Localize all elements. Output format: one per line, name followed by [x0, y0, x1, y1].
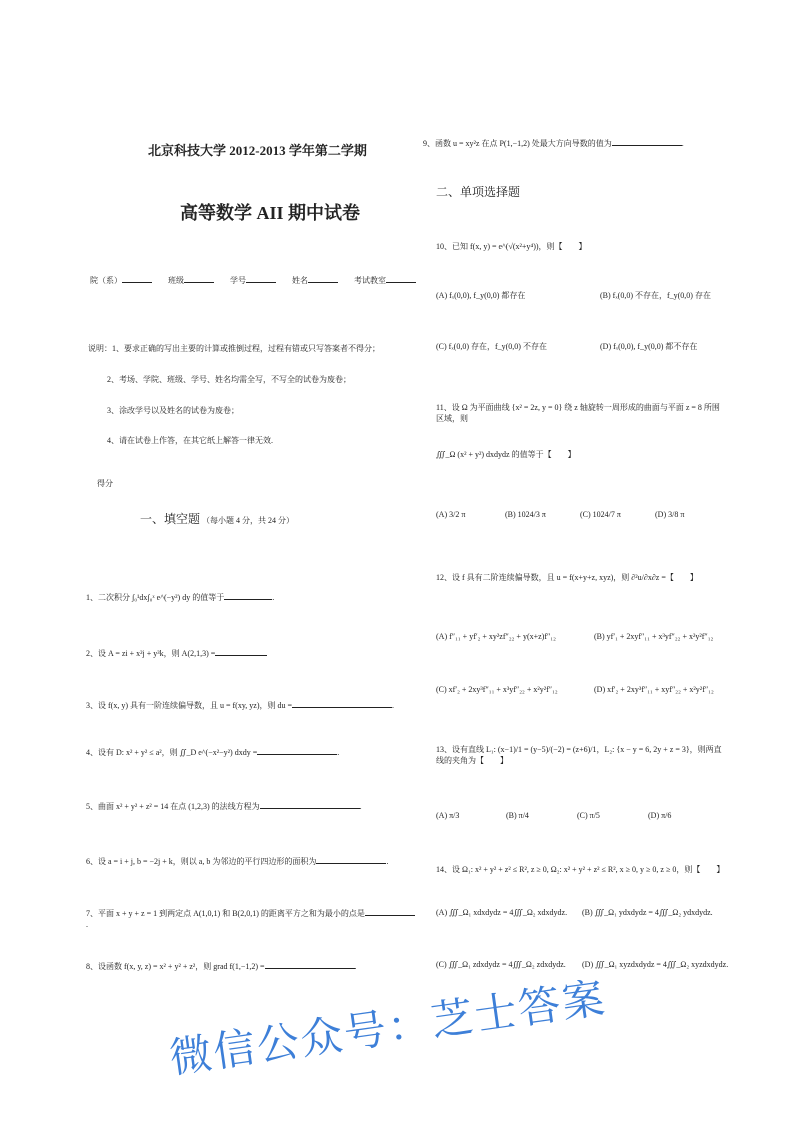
- question-text: 2、设 A = zi + x²j + y³k，则 A(2,1,3) =: [86, 649, 216, 658]
- instruction-1: [88, 343, 418, 354]
- option-12d[interactable]: (D) xf′₂ + 2xy³f″₁₁ + xyf″₂₂ + x²y²f″₁₂: [594, 685, 714, 694]
- section1-title: 一、填空题: [140, 512, 201, 526]
- option-11a[interactable]: (A) 3/2 π: [436, 510, 466, 519]
- section1-note: （每小题 4 分，共 24 分）: [202, 516, 295, 525]
- exam-title: 高等数学 AII 期中试卷: [180, 203, 361, 223]
- score-label: 得分: [97, 479, 113, 488]
- question-text: 5、曲面 x² + y² + z² = 14 在点 (1,2,3) 的法线方程为: [86, 802, 260, 811]
- section1-heading: [140, 512, 410, 527]
- instruction-2: 2、考场、学院、班级、学号、姓名均需全写，不写全的试卷为废卷；: [107, 375, 351, 384]
- section2-title: 二、单项选择题: [436, 185, 521, 199]
- question-7: 7、平面 x + y + z = 1 到两定点 A(1,0,1) 和 B(2,0,1) 的距离平方之和为最小的点是.: [86, 906, 416, 930]
- option-14d[interactable]: (D) ∭_Ω₁ xyzdxdydz = 4∭_Ω₂ xyzdxdydz.: [582, 960, 729, 969]
- question-9: 9、函数 u = xy²z 在点 P(1,−1,2) 处最大方向导数的值为 .: [423, 136, 723, 149]
- answer-blank[interactable]: [215, 646, 267, 656]
- option-14a[interactable]: (A) ∭_Ω₁ xdxdydz = 4∭_Ω₂ xdxdydz.: [436, 908, 568, 917]
- option-13d[interactable]: (D) π/6: [648, 811, 672, 820]
- field-room: 考试教室: [354, 276, 386, 285]
- option-11d[interactable]: (D) 3/8 π: [655, 510, 685, 519]
- question-11-integral: ∭_Ω (x² + y²) dxdydz 的值等于【 】: [436, 450, 576, 459]
- option-12b[interactable]: (B) yf′₁ + 2xyf″₁₁ + x³yf″₂₂ + x²y²f″₁₂: [594, 632, 714, 641]
- option-14c[interactable]: (C) ∭_Ω₁ zdxdydz = 4∭_Ω₂ zdxdydz.: [436, 960, 566, 969]
- option-10a[interactable]: (A) fₓ(0,0), f_y(0,0) 都存在: [436, 291, 526, 300]
- answer-blank[interactable]: [292, 698, 392, 708]
- class-blank[interactable]: [184, 273, 214, 283]
- question-text: 8、设函数 f(x, y, z) = x² + y² + z²，则 grad f(1,−1,2) =: [86, 962, 265, 971]
- instructions-label: 说明：: [88, 344, 112, 353]
- option-11b[interactable]: (B) 1024/3 π: [505, 510, 546, 519]
- option-10d[interactable]: (D) fₓ(0,0), f_y(0,0) 都不存在: [600, 342, 698, 351]
- answer-blank[interactable]: [612, 136, 682, 146]
- option-14b[interactable]: (B) ∭_Ω₁ ydxdydz = 4∭_Ω₂ ydxdydz.: [582, 908, 713, 917]
- option-12c[interactable]: (C) xf′₂ + 2xy³f″₁₁ + x³yf″₂₂ + x²y²f″₁₂: [436, 685, 558, 694]
- question-5: 5、曲面 x² + y² + z² = 14 在点 (1,2,3) 的法线方程为 .: [86, 799, 416, 812]
- instruction-4: 4、请在试卷上作答，在其它纸上解答一律无效.: [107, 436, 273, 445]
- field-class: 班级: [168, 276, 184, 285]
- option-13a[interactable]: (A) π/3: [436, 811, 460, 820]
- option-12a[interactable]: (A) f″₁₁ + yf′₂ + xy²zf″₂₂ + y(x+z)f″₁₂: [436, 632, 556, 641]
- question-3: 3、设 f(x, y) 具有一阶连续偏导数，且 u = f(xy, yz)，则 du = .: [86, 698, 416, 711]
- department-blank[interactable]: [122, 273, 152, 283]
- option-10c[interactable]: (C) fₓ(0,0) 存在，f_y(0,0) 不存在: [436, 342, 547, 351]
- room-blank[interactable]: [386, 273, 416, 283]
- question-1: 1、二次积分 ∫₀¹dx∫₀ˣ e^(−y²) dy 的值等于 .: [86, 590, 416, 603]
- question-text: 3、设 f(x, y) 具有一阶连续偏导数，且 u = f(xy, yz)，则 du =: [86, 701, 293, 710]
- watermark: 微信公众号：芝士答案: [166, 973, 610, 1083]
- question-text: 1、二次积分 ∫₀¹dx∫₀ˣ e^(−y²) dy 的值等于: [86, 593, 225, 602]
- option-10b[interactable]: (B) fₓ(0,0) 不存在，f_y(0,0) 存在: [600, 291, 711, 300]
- field-student-id: 学号: [230, 276, 246, 285]
- answer-blank[interactable]: [260, 799, 360, 809]
- university-title: 北京科技大学 2012-2013 学年第二学期: [148, 143, 367, 158]
- question-8: 8、设函数 f(x, y, z) = x² + y² + z²，则 grad f(1,−1,2) = .: [86, 959, 416, 972]
- question-13: 13、设有直线 L₁: (x−1)/1 = (y−5)/(−2) = (z+6)/1，L₂: {x − y = 6, 2y + z = 3}，则两直线的夹角为【 】: [436, 745, 722, 765]
- question-text: 9、函数 u = xy²z 在点 P(1,−1,2) 处最大方向导数的值为: [423, 139, 612, 148]
- question-text: 4、设有 D: x² + y² ≤ a²，则 ∬_D e^(−x²−y²) dxdy =: [86, 748, 258, 757]
- field-name: 姓名: [292, 276, 308, 285]
- question-11: 11、设 Ω 为平面曲线 {x² = 2z, y = 0} 绕 z 轴旋转一周形成的曲面与平面 z = 8 所围区域，则: [436, 403, 720, 423]
- question-14: 14、设 Ω₁: x² + y² + z² ≤ R², z ≥ 0, Ω₂: x² + y² + z² ≤ R², x ≥ 0, y ≥ 0, z ≥ 0，则【 】: [436, 865, 725, 874]
- question-2: [86, 646, 416, 659]
- question-10: 10、已知 f(x, y) = e^(√(x²+y⁴))，则【 】: [436, 242, 587, 251]
- answer-blank[interactable]: [365, 906, 415, 916]
- name-blank[interactable]: [308, 273, 338, 283]
- answer-blank[interactable]: [265, 959, 355, 969]
- field-department: 院（系）: [90, 276, 122, 285]
- answer-blank[interactable]: [257, 745, 337, 755]
- question-4: 4、设有 D: x² + y² ≤ a²，则 ∬_D e^(−x²−y²) dxdy = .: [86, 745, 416, 758]
- student-info-line: [90, 273, 420, 286]
- option-11c[interactable]: (C) 1024/7 π: [580, 510, 621, 519]
- question-6: 6、设 a = i + j, b = −2j + k，则以 a, b 为邻边的平行四边形的面积为 .: [86, 854, 416, 867]
- answer-blank[interactable]: [224, 590, 272, 600]
- question-text: 7、平面 x + y + z = 1 到两定点 A(1,0,1) 和 B(2,0,1) 的距离平方之和为最小的点是: [86, 909, 365, 918]
- question-text: 6、设 a = i + j, b = −2j + k，则以 a, b 为邻边的平行四边形的面积为: [86, 857, 317, 866]
- answer-blank[interactable]: [316, 854, 386, 864]
- student-id-blank[interactable]: [246, 273, 276, 283]
- question-12: 12、设 f 具有二阶连续偏导数，且 u = f(x+y+z, xyz)，则 ∂²u/∂x∂z =【 】: [436, 573, 698, 582]
- instruction-3: 3、涂改学号以及姓名的试卷为废卷；: [107, 406, 239, 415]
- instruction-text: 1、要求正确的写出主要的计算或推倒过程，过程有错或只写答案者不得分；: [112, 344, 380, 353]
- option-13b[interactable]: (B) π/4: [506, 811, 529, 820]
- option-13c[interactable]: (C) π/5: [577, 811, 600, 820]
